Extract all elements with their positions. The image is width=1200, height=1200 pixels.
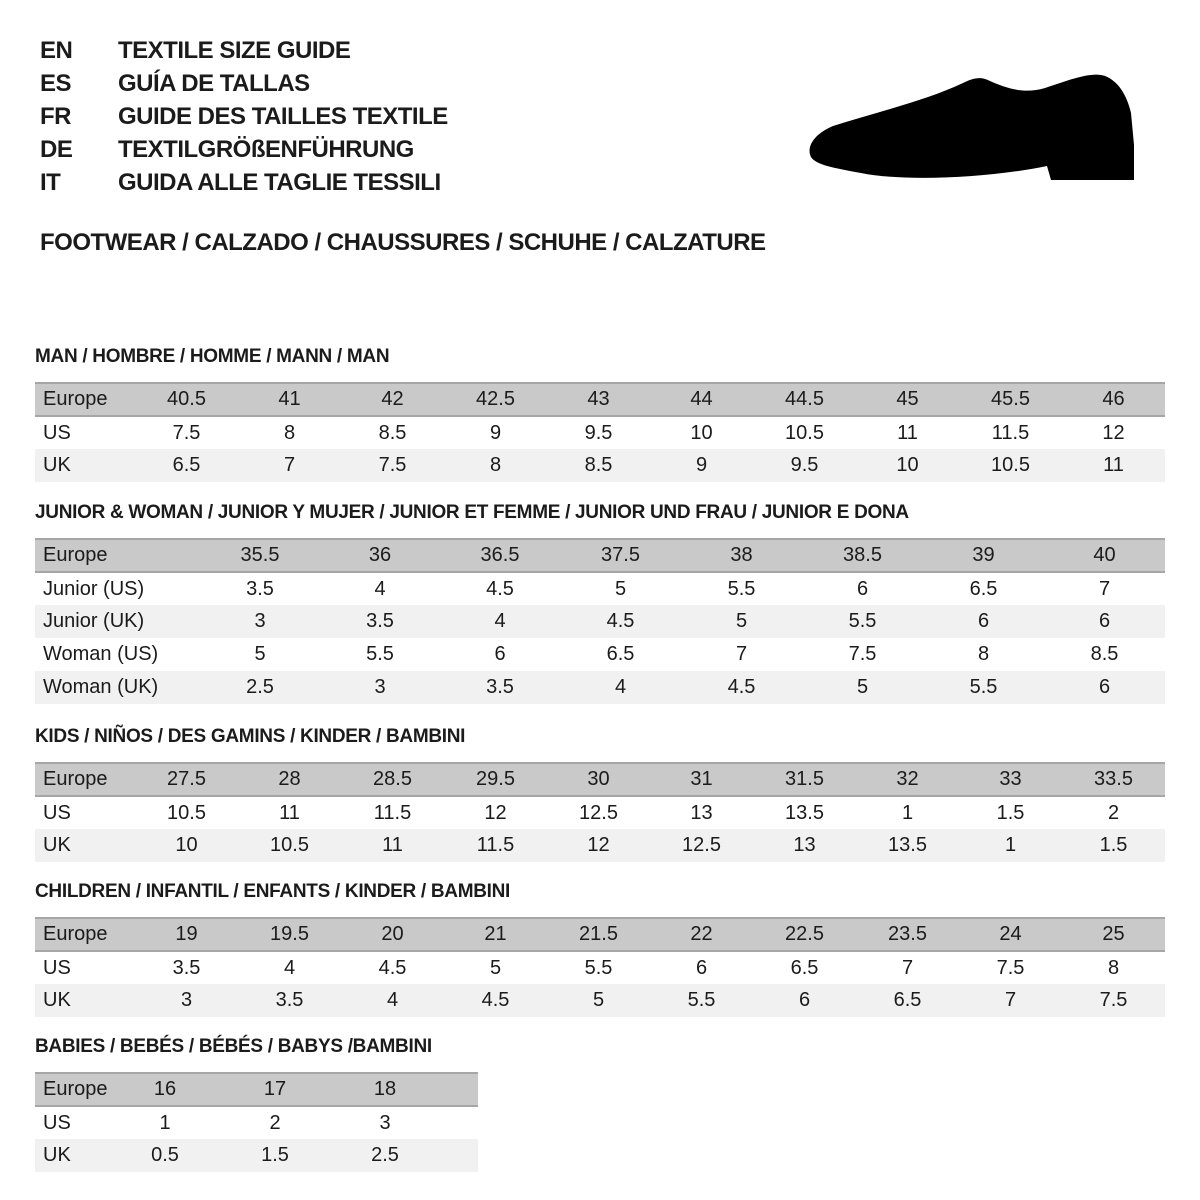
size-cell: 11 [897,421,918,444]
section-junior-woman [35,503,1165,704]
row-label: UK [43,454,71,476]
size-cell: 6 [1098,610,1111,632]
size-cell: 7 [283,454,296,476]
size-cell: 31.5 [785,768,824,790]
row-label: Europe [43,544,108,566]
size-cell: 8 [977,643,990,665]
size-cell: 10.5 [270,834,309,856]
size-cell: 10 [690,421,713,444]
size-cell: 37.5 [601,544,640,566]
category-heading: FOOTWEAR / CALZADO / CHAUSSURES / SCHUHE / CALZATURE [40,229,766,256]
row-label: UK [43,989,71,1011]
size-cell: 20 [381,923,404,945]
size-cell: 12 [1102,421,1125,444]
size-cell: 5 [592,989,605,1011]
size-cell: 10.5 [785,421,824,444]
size-cell: 5.5 [584,956,613,979]
size-cell: 6 [494,643,506,665]
size-cell: 22 [690,923,713,945]
size-cell: 10.5 [991,454,1030,476]
size-cell: 42 [381,388,404,410]
size-cell: 10 [896,454,919,476]
size-cell: 29.5 [476,768,515,790]
size-cell: 7.5 [172,421,201,444]
size-cell: 6.5 [172,454,201,476]
table-header-row [35,539,1165,572]
section-kids [35,727,1165,862]
size-cell: 5.5 [969,676,998,698]
table-header-row [35,918,1165,951]
size-cell: 43 [587,388,610,410]
language-code: DE [40,136,73,163]
size-cell: 33 [999,768,1022,790]
size-cell: 6 [798,989,811,1011]
table-row [35,572,1165,605]
size-cell: 9.5 [584,421,613,444]
row-label: Woman (UK) [43,676,159,698]
size-cell: 7 [735,643,748,665]
size-cell: 40.5 [167,388,206,410]
row-label: Europe [43,1078,108,1100]
table-row [35,671,1165,704]
size-cell: 11.5 [991,421,1030,444]
section-title-babies: BABIES / BEBÉS / BÉBÉS / BABYS /BAMBINI [35,1036,432,1057]
size-cell: 1 [901,801,914,824]
size-cell: 5.5 [848,610,877,632]
guide-title-es: GUÍA DE TALLAS [118,70,310,97]
size-cell: 8 [283,421,296,444]
section-title-man: MAN / HOMBRE / HOMME / MANN / MAN [35,346,390,367]
size-cell: 5 [856,676,869,698]
language-code: IT [40,169,61,196]
guide-title-it: GUIDA ALLE TAGLIE TESSILI [118,169,441,196]
size-cell: 17 [263,1078,287,1100]
table-header-row [35,763,1165,796]
size-cell: 0.5 [151,1144,179,1166]
size-cell [440,1073,478,1106]
size-cell: 30 [587,768,610,790]
table-row [35,829,1165,862]
section-title-junior-woman: JUNIOR & WOMAN / JUNIOR Y MUJER / JUNIOR ET FEMME / JUNIOR UND FRAU / JUNIOR E DONA [35,502,909,523]
size-cell: 6 [856,577,869,600]
size-cell: 38.5 [843,544,882,566]
language-row-en [40,34,1165,67]
size-table-kids [35,762,1165,862]
size-cell: 5 [735,610,748,632]
size-cell: 33.5 [1094,768,1133,790]
size-cell: 4 [614,676,627,698]
size-cell: 8.5 [584,454,613,476]
size-cell: 44 [690,388,713,410]
row-label: Europe [43,923,108,945]
table-row [35,951,1165,984]
size-cell: 11 [1103,454,1124,476]
size-cell: 7 [1098,577,1111,600]
size-cell: 1 [159,1111,171,1134]
size-cell: 12.5 [682,834,721,856]
row-label: Woman (US) [43,643,159,665]
shoe-icon [805,73,1140,188]
size-cell: 7.5 [1099,989,1128,1011]
size-cell: 7 [901,956,914,979]
table-row [35,984,1165,1017]
size-cell: 24 [999,923,1022,945]
size-cell: 28.5 [373,768,412,790]
size-cell: 5.5 [727,577,756,600]
size-cell: 32 [896,768,919,790]
size-cell: 6 [1098,676,1111,698]
size-cell: 6 [977,610,990,632]
size-cell: 4.5 [481,989,510,1011]
language-code: EN [40,37,73,64]
size-cell: 9 [489,421,502,444]
language-code: ES [40,70,72,97]
size-cell: 6 [695,956,708,979]
size-cell: 36.5 [480,544,520,566]
size-table-junior-woman [35,538,1165,704]
size-cell: 45.5 [991,388,1030,410]
table-row [35,1106,478,1139]
size-cell: 3.5 [172,956,201,979]
size-cell: 1 [1004,834,1017,856]
size-cell: 18 [373,1078,397,1100]
size-cell: 4 [386,989,399,1011]
section-children [35,882,1165,1017]
size-cell: 3 [254,610,266,632]
size-cell: 46 [1102,388,1125,410]
header [35,34,1165,257]
size-cell: 4 [494,610,506,632]
size-cell: 2.5 [246,676,274,698]
size-table-man [35,382,1165,482]
table-row [35,796,1165,829]
size-cell: 8.5 [1090,643,1119,665]
size-cell: 12.5 [579,801,618,824]
guide-title-fr: GUIDE DES TAILLES TEXTILE [118,103,448,130]
size-cell: 45 [896,388,919,410]
size-cell: 4.5 [378,956,407,979]
size-cell: 13.5 [785,801,824,824]
table-row [35,1139,478,1172]
size-cell: 3.5 [486,676,514,698]
section-title-kids: KIDS / NIÑOS / DES GAMINS / KINDER / BAMBINI [35,726,466,747]
guide-title-de: TEXTILGRÖßENFÜHRUNG [118,136,414,163]
size-cell: 13 [793,834,816,856]
size-cell: 44.5 [785,388,824,410]
row-label: US [43,1111,71,1134]
size-cell [440,1106,478,1139]
row-label: US [43,956,71,979]
size-cell: 7.5 [996,956,1025,979]
size-cell: 23.5 [888,923,927,945]
size-cell: 4.5 [606,610,635,632]
size-cell: 3.5 [275,989,304,1011]
table-row [35,605,1165,638]
size-cell: 38 [730,544,753,566]
size-cell: 3 [374,676,386,698]
size-cell: 22.5 [785,923,824,945]
size-cell: 1.5 [1099,834,1128,856]
size-cell: 16 [153,1078,177,1100]
size-cell: 9 [695,454,708,476]
section-title-children: CHILDREN / INFANTIL / ENFANTS / KINDER / BAMBINI [35,881,511,902]
size-cell: 4 [283,956,296,979]
size-cell: 39 [972,544,995,566]
size-cell: 5 [614,577,627,600]
row-label: UK [43,1144,71,1166]
size-cell: 21.5 [579,923,618,945]
row-label: US [43,801,71,824]
size-cell: 12 [587,834,610,856]
row-label: Junior (US) [43,577,145,600]
size-cell: 28 [278,768,301,790]
size-cell: 4 [374,577,386,600]
size-cell: 6.5 [790,956,819,979]
row-label: Europe [43,388,108,410]
size-cell: 11 [382,834,403,856]
size-cell: 21 [484,923,507,945]
row-label: Europe [43,768,108,790]
size-cell: 25 [1102,923,1125,945]
row-label: Junior (UK) [43,610,145,632]
size-cell: 10.5 [167,801,206,824]
row-label: UK [43,834,71,856]
table-header-row [35,383,1165,416]
table-header-row [35,1073,478,1106]
section-babies [35,1037,1165,1172]
table-row [35,638,1165,671]
size-cell: 3 [180,989,193,1011]
size-cell: 2 [1107,801,1120,824]
size-table-children [35,917,1165,1017]
size-cell: 8 [1107,956,1120,979]
row-label: US [43,421,71,444]
size-table-babies [35,1072,478,1172]
size-cell: 3 [379,1111,391,1134]
size-cell: 13.5 [888,834,927,856]
size-cell: 10 [175,834,198,856]
size-cell: 13 [690,801,713,824]
size-cell: 1.5 [996,801,1025,824]
section-man [35,347,1165,482]
size-cell: 5 [489,956,502,979]
size-cell: 27.5 [167,768,206,790]
size-cell: 3.5 [366,610,394,632]
size-cell: 11.5 [373,801,412,824]
size-cell: 7.5 [378,454,407,476]
size-cell: 3.5 [246,577,274,600]
size-cell: 5 [254,643,266,665]
table-row [35,416,1165,449]
size-cell: 40 [1093,544,1116,566]
size-cell: 9.5 [790,454,819,476]
size-cell: 6.5 [893,989,922,1011]
size-cell: 1.5 [261,1144,289,1166]
size-cell: 31 [690,768,713,790]
size-cell: 11.5 [476,834,515,856]
size-cell: 7 [1004,989,1017,1011]
size-cell: 12 [484,801,507,824]
language-code: FR [40,103,71,130]
size-cell: 4.5 [727,676,756,698]
table-row [35,449,1165,482]
size-cell: 8.5 [378,421,407,444]
size-cell: 19.5 [270,923,309,945]
size-cell [440,1139,478,1172]
size-cell: 2.5 [371,1144,399,1166]
guide-title-en: TEXTILE SIZE GUIDE [118,37,351,64]
size-cell: 19 [175,923,198,945]
size-cell: 41 [278,388,301,410]
size-cell: 35.5 [240,544,280,566]
size-cell: 2 [269,1111,281,1134]
size-cell: 42.5 [476,388,515,410]
size-cell: 5.5 [366,643,394,665]
size-cell: 6.5 [606,643,635,665]
size-cell: 7.5 [848,643,877,665]
size-cell: 4.5 [486,577,514,600]
size-cell: 5.5 [687,989,716,1011]
size-cell: 8 [489,454,502,476]
size-cell: 36 [368,544,392,566]
size-cell: 11 [279,801,300,824]
size-cell: 6.5 [969,577,998,600]
